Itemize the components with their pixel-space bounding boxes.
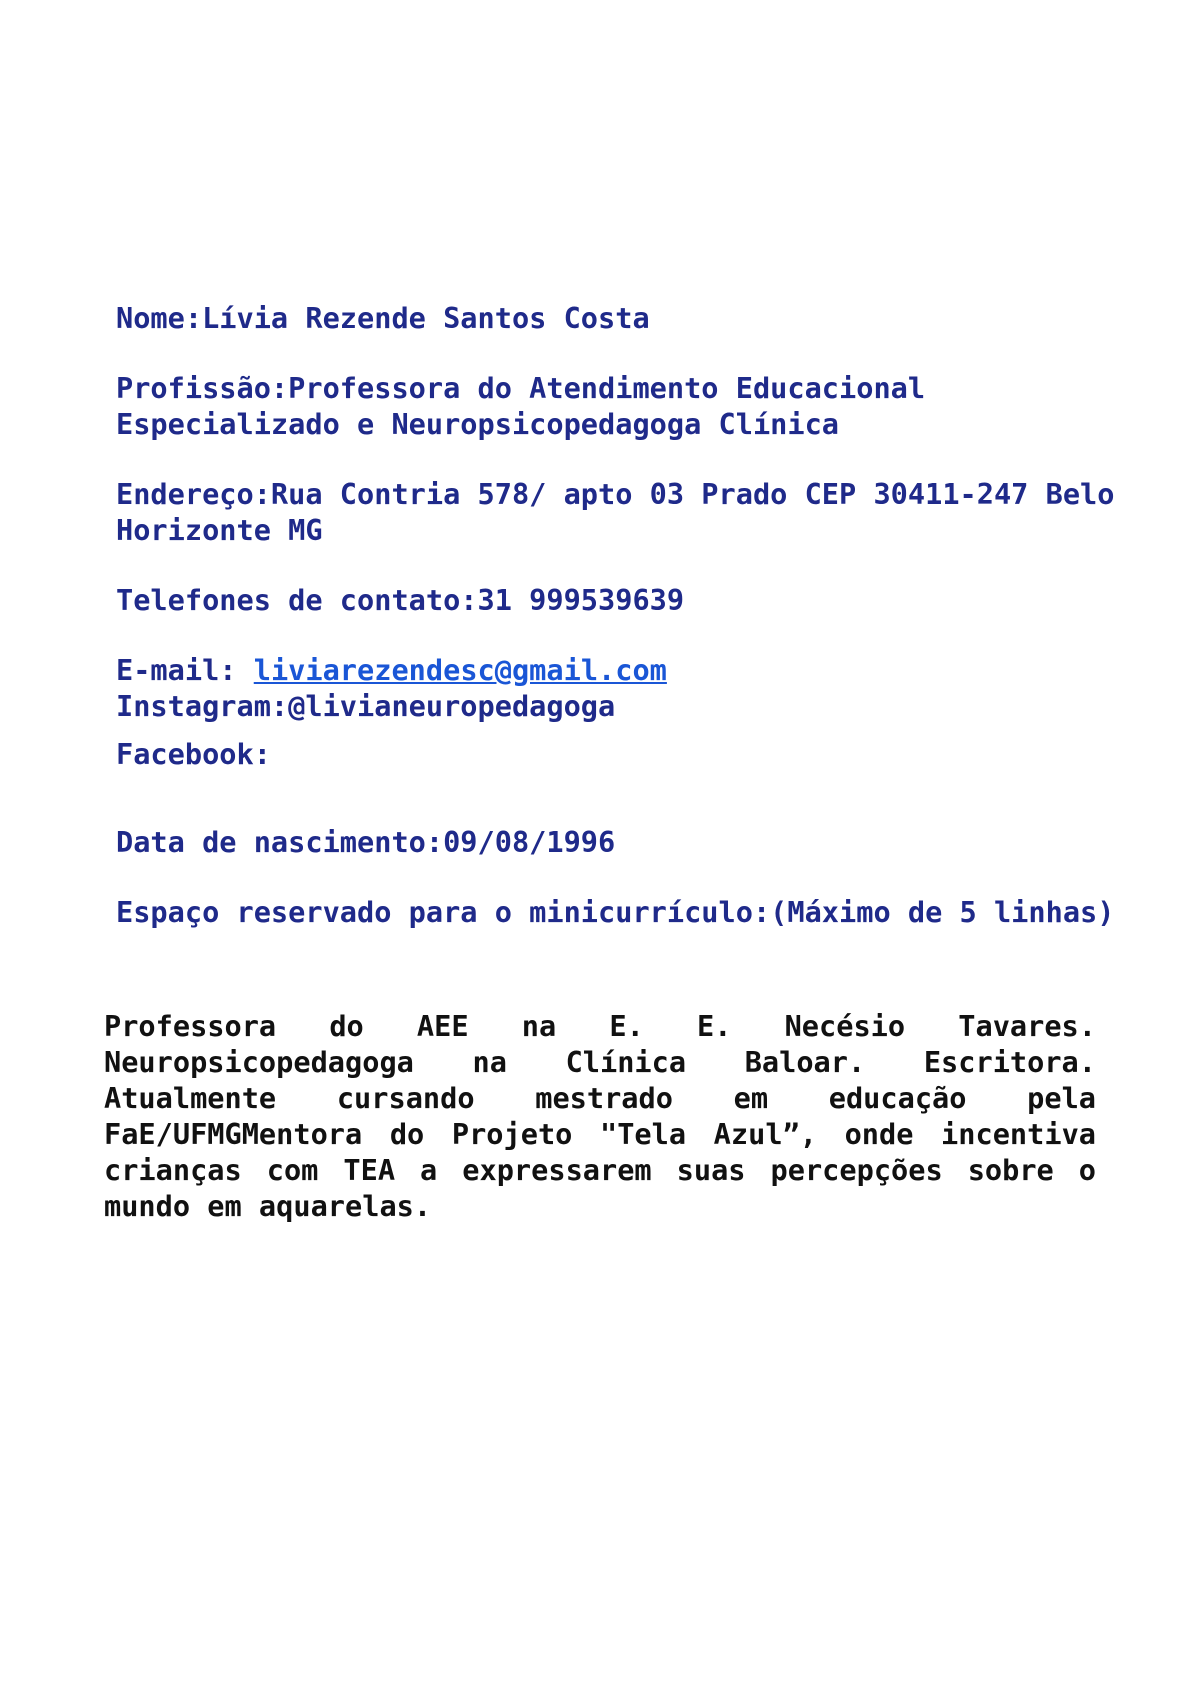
field-instagram: Instagram:@livianeuropedagoga: [116, 689, 616, 723]
email-link[interactable]: liviarezendesc@gmail.com: [253, 653, 667, 687]
field-profissao: Profissão:Professora do Atendimento Educacional Especializado e Neuropsicopedagoga Clínica: [116, 371, 926, 441]
field-nome: Nome:Lívia Rezende Santos Costa: [116, 301, 650, 335]
registration-form: [116, 300, 1116, 930]
field-endereco: Endereço:Rua Contria 578/ apto 03 Prado CEP 30411-247 Belo Horizonte MG: [116, 477, 1115, 547]
field-telefones: Telefones de contato:31 999539639: [116, 583, 685, 617]
field-nascimento: Data de nascimento:09/08/1996: [116, 825, 616, 859]
minicurriculo-text: Professora do AEE na E. E. Necésio Tavares. Neuropsicopedagoga na Clínica Baloar. Escritora. Atualmente cursando mestrado em educação pela FaE/UFMGMentora do Projeto "Tela Azul”, onde incentiva crianças com TEA a expressarem suas percepções sobre o mundo em aquarelas.: [104, 1009, 1096, 1223]
field-minicurriculo-label: Espaço reservado para o minicurrículo:(Máximo de 5 linhas): [116, 895, 1115, 929]
email-label: E-mail:: [116, 653, 254, 687]
field-email: [116, 652, 1116, 688]
field-facebook: Facebook:: [116, 737, 271, 771]
